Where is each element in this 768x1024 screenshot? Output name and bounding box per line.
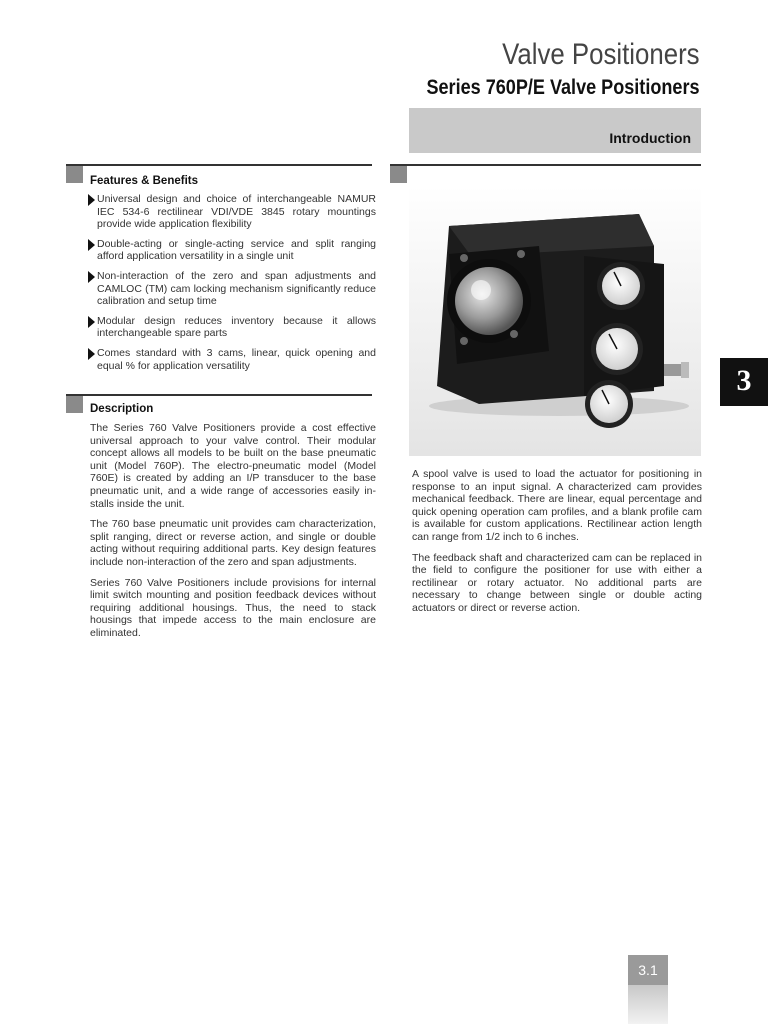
chapter-tab: [720, 358, 768, 406]
arrow-bullet-icon: [88, 316, 95, 328]
features-heading: Features & Benefits: [90, 175, 199, 187]
paragraph: The feedback shaft and characterized cam can be replaced in the field to configure the positioner for use with either a rectilinear or rotary actuator. No additional parts are necessary to change between single or double acting actuators or direct or reverse action.: [412, 551, 702, 614]
features-marker: [66, 166, 83, 183]
list-item: Non-interaction of the zero and span adjustments and CAMLOC (TM) cam locking mechanism significantly reduce calibration and setup time: [90, 270, 376, 308]
list-item: Comes standard with 3 cams, linear, quick opening and equal % for application versatility: [90, 347, 376, 372]
arrow-bullet-icon: [88, 239, 95, 251]
description-heading: Description: [90, 403, 154, 415]
features-list: [90, 193, 376, 379]
page-subtitle: Series 760P/E Valve Positioners: [426, 76, 700, 99]
paragraph: A spool valve is used to load the actuator for positioning in response to an input signal. A characterized cam provides mechanical feedback. There are linear, equal percentage and quick opening operation cam profiles, and a blank profile cam is available for custom applications. Rectilinear action length can range from 1/2 inch to 6 inches.: [412, 468, 702, 543]
arrow-bullet-icon: [88, 348, 95, 360]
arrow-bullet-icon: [88, 271, 95, 283]
features-rule: [66, 164, 372, 166]
description-rule: [66, 394, 372, 396]
arrow-bullet-icon: [88, 194, 95, 206]
section-banner-label: Introduction: [609, 130, 691, 146]
page-title: Valve Positioners: [502, 38, 700, 71]
right-marker: [390, 166, 407, 183]
description-body: [90, 422, 376, 648]
paragraph: The 760 base pneumatic unit provides cam characterization, split ranging, direct or reverse action, and single or double acting without requiring additional parts. Key design features include non-interaction of the zero and span adjustments.: [90, 518, 376, 568]
product-photo: [409, 186, 701, 456]
list-item: Double-acting or single-acting service and split ranging afford application versatility in a single unit: [90, 238, 376, 263]
page-number-strip: [628, 985, 668, 1024]
right-rule: [390, 164, 701, 166]
page-number: 3.1: [638, 962, 658, 978]
section-banner: [409, 108, 701, 153]
paragraph: The Series 760 Valve Positioners provide a cost effective universal approach to your valve control. Their modular concept allows all models to be built on the base pneumatic unit (Model 760P). The electro-pneumatic model (Model 760E) is created by adding an I/P transducer to the base pneumatic unit, and a wide range of accessories easily in-stalls inside the unit.: [90, 422, 376, 510]
valve-positioner-image: [409, 186, 701, 456]
list-item: Modular design reduces inventory because it allows interchangeable spare parts: [90, 315, 376, 340]
page-number-box: [628, 955, 668, 985]
right-body: [412, 468, 702, 623]
description-marker: [66, 396, 83, 413]
list-item: Universal design and choice of interchangeable NAMUR IEC 534-6 rectilinear VDI/VDE 3845 rotary mountings provide wide application flexibility: [90, 193, 376, 231]
chapter-number: 3: [736, 364, 752, 397]
paragraph: Series 760 Valve Positioners include provisions for internal limit switch mounting and position feedback devices without requiring additional housings. Thus, the need to stack housings that impede access to the main enclosure are eliminated.: [90, 576, 376, 639]
